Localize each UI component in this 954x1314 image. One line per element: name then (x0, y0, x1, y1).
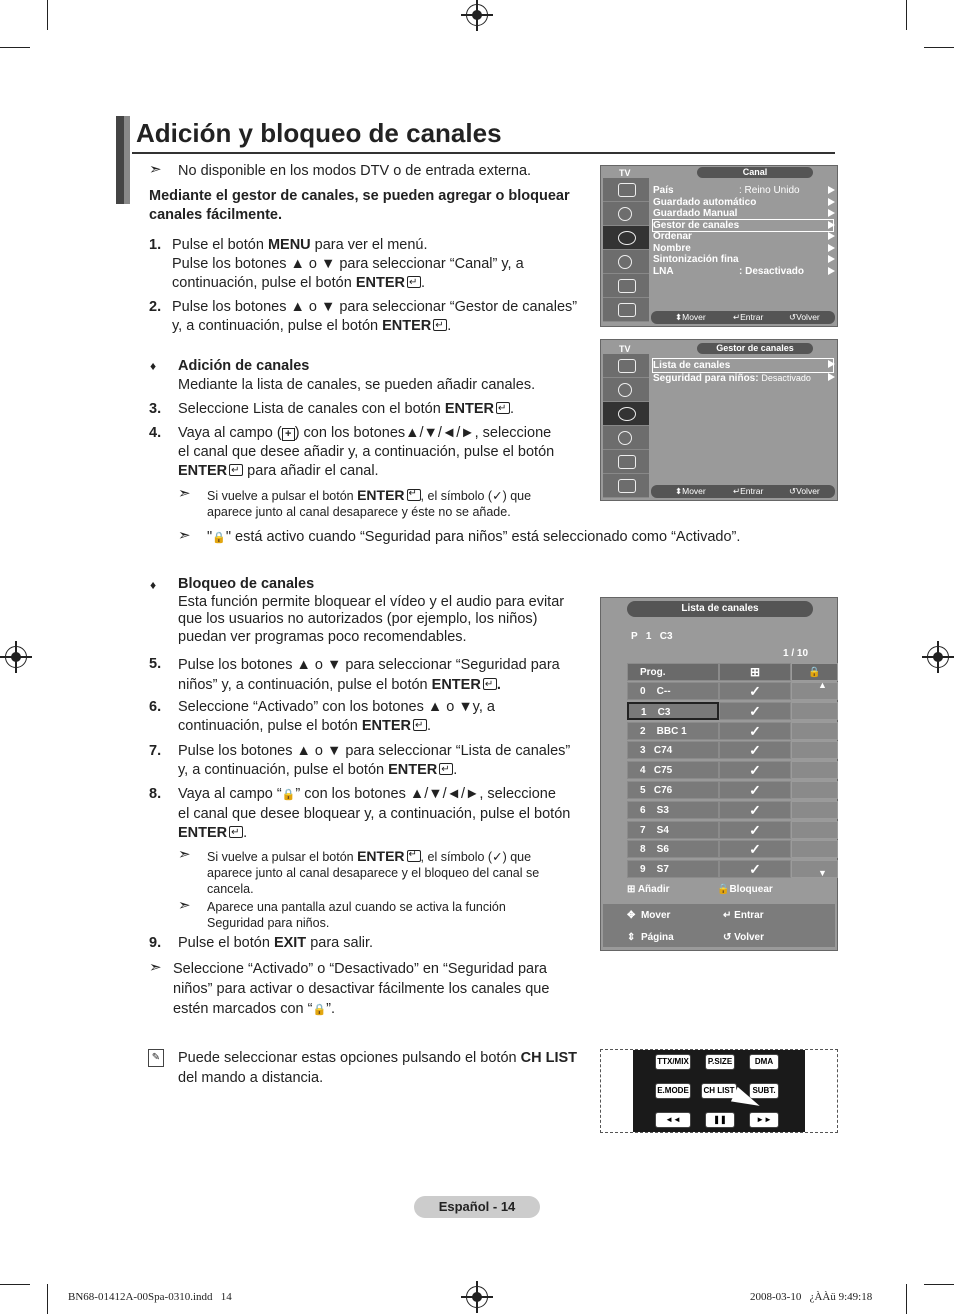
registration-mark-icon (5, 646, 27, 668)
menu-item-sintonizacion[interactable]: Sintonización fina (653, 254, 833, 266)
remote-illustration (600, 1049, 838, 1133)
registration-mark-icon (466, 4, 488, 26)
note-lock-active: "🔒" está activo cuando “Seguridad para niños” está seleccionado como “Activado”. (207, 529, 741, 545)
check-icon[interactable]: ✓ (719, 860, 791, 878)
tv-menu-gestor (600, 339, 838, 501)
menu-footer (651, 485, 835, 498)
menu-item-seguridad[interactable]: Seguridad para niños: Desactivado (653, 372, 833, 385)
channel-row[interactable] (627, 801, 813, 819)
lock-cell[interactable] (791, 741, 838, 759)
title-rule (132, 152, 835, 154)
channel-list-header: Lista de canales (627, 601, 813, 617)
input-icon[interactable] (603, 274, 649, 298)
note-toggle: Seleccione “Activado” o “Desactivado” en “Seguridad para niños” para activar o desactivar fácilmente los canales que estén marcados con “🔒”. (173, 961, 550, 1017)
crop-mark (47, 0, 48, 30)
page-indicator: 1 / 10 (783, 648, 809, 659)
tv-label: TV (619, 344, 631, 354)
rewind-button[interactable]: ◄◄ (655, 1112, 691, 1128)
step-1: Pulse el botón MENU para ver el menú. Pulse los botones ▲ o ▼ para seleccionar “Canal” y, a continuación, pulse el botón ENTER↵ . (172, 236, 592, 293)
check-icon[interactable]: ✓ (719, 682, 791, 700)
channel-row[interactable] (627, 761, 813, 779)
step-number: 3. (149, 401, 162, 417)
step-number: 8. (149, 786, 162, 802)
channel-row[interactable] (627, 860, 813, 878)
lock-cell[interactable] (791, 682, 838, 700)
channel-label: 4 C75 (640, 765, 673, 777)
crop-mark (0, 1284, 30, 1285)
channel-label: 0 C-- (640, 686, 671, 697)
lock-cell[interactable] (791, 722, 838, 740)
arrow-right-icon (828, 232, 835, 240)
page-number: Español - 14 (414, 1196, 540, 1218)
tv-menu-canal (600, 165, 838, 327)
lock-cell[interactable] (791, 821, 838, 839)
step-number: 4. (149, 425, 162, 441)
channel-label: 7 S4 (640, 824, 669, 836)
lock-icon: 🔒 (312, 1004, 327, 1016)
support-icon[interactable] (603, 298, 649, 322)
menu-item-lista[interactable]: Lista de canales (653, 359, 833, 372)
menu-header: Gestor de canales (697, 343, 813, 354)
print-info-right: 2008-03-10 ¿ÀÀü 9:49:18 (750, 1291, 873, 1303)
step-number: 9. (149, 935, 162, 951)
enter-icon (413, 719, 427, 731)
channel-row[interactable] (627, 702, 813, 720)
lock-cell[interactable] (791, 761, 838, 779)
note-arrow-icon: ➣ (178, 846, 191, 863)
crop-mark (906, 1284, 907, 1314)
note-dtv: No disponible en los modos DTV o de entrada externa. (178, 163, 532, 179)
lock-cell[interactable] (791, 702, 838, 720)
back-hint: ↺ Volver (789, 312, 820, 322)
menu-header: Canal (697, 167, 813, 178)
channel-row[interactable] (627, 821, 813, 839)
picture-icon[interactable] (603, 354, 649, 378)
menu-items (653, 359, 833, 385)
arrow-right-icon (828, 255, 835, 263)
note-lock-cancel: Si vuelve a pulsar el botón ENTER↵ , el símbolo (✓) que aparece junto al canal desaparece y el bloqueo del canal se cancela. (207, 848, 597, 897)
support-icon[interactable] (603, 474, 649, 498)
menu-sidebar (603, 178, 649, 322)
crop-mark (924, 1284, 954, 1285)
chlist-note: Puede seleccionar estas opciones pulsando el botón CH LIST del mando a distancia. (178, 1050, 577, 1086)
lock-cell[interactable] (791, 840, 838, 858)
scroll-down-icon[interactable]: ▼ (818, 868, 827, 878)
enter-icon (407, 850, 421, 862)
channel-list-footer (603, 904, 835, 947)
p-size-button[interactable]: P.SIZE (705, 1054, 735, 1070)
enter-hint: ↵ Entrar (723, 910, 764, 921)
channel-label: 9 S7 (640, 864, 669, 876)
enter-icon (407, 276, 421, 288)
menu-item-guardado-auto[interactable]: Guardado automático (653, 197, 833, 209)
step-9: Pulse el botón EXIT para salir. (178, 935, 374, 951)
channel-row[interactable] (627, 682, 813, 700)
menu-item-ordenar[interactable]: Ordenar (653, 231, 833, 243)
picture-icon[interactable] (603, 178, 649, 202)
check-icon: ✓ (492, 850, 503, 864)
menu-item-pais[interactable]: País : Reino Unido (653, 185, 833, 197)
note-add-cancel: Si vuelve a pulsar el botón ENTER↵ , el símbolo (✓) que aparece junto al canal desaparece y éste no se añade. (207, 487, 597, 520)
arrow-right-icon (828, 198, 835, 206)
move-hint: ⬍ Mover (675, 486, 706, 496)
step-6: Seleccione “Activado” con los botones ▲ o ▼y, a continuación, pulse el botón ENTER↵ . (178, 698, 598, 736)
print-info-left: BN68-01412A-00Spa-0310.indd 14 (68, 1291, 232, 1303)
note-arrow-icon: ➣ (149, 959, 162, 976)
pause-button[interactable]: ❚❚ (705, 1112, 735, 1128)
lock-cell[interactable] (791, 801, 838, 819)
subt-button[interactable]: SUBT. (749, 1083, 779, 1099)
menu-item-guardado-manual[interactable]: Guardado Manual (653, 208, 833, 220)
lock-cell[interactable] (791, 781, 838, 799)
check-icon[interactable]: ✓ (719, 801, 791, 819)
step-5: Pulse los botones ▲ o ▼ para seleccionar “Seguridad para niños” y, a continuación, pulse el botón ENTER↵ . (178, 655, 598, 695)
arrow-right-icon (828, 360, 835, 368)
bullet-icon: ♦ (150, 578, 157, 592)
lock-section: Bloqueo de canales Esta función permite bloquear el vídeo y el audio para evitar que los usuarios no autorizados (por ejemplo, los niños) puedan ver programas poco recomendables. (178, 576, 565, 645)
step-2: Pulse los botones ▲ o ▼ para seleccionar “Gestor de canales” y, a continuación, pulse el botón ENTER↵ . (172, 298, 592, 336)
crop-mark (906, 0, 907, 30)
crop-mark (0, 47, 30, 48)
add-icon: + (282, 428, 295, 441)
add-icon: ⊞ (627, 884, 636, 895)
setup-icon[interactable] (603, 250, 649, 274)
channel-label: 6 S3 (640, 804, 669, 816)
channel-row[interactable] (627, 741, 813, 759)
arrow-right-icon (828, 373, 835, 381)
note-arrow-icon: ➣ (178, 485, 191, 502)
note-arrow-icon: ➣ (149, 161, 162, 178)
step-8: Vaya al campo “🔒” con los botones ▲/▼/◄/►, seleccione el canal que desee bloquear y, a continuación, pulse el botón ENTER↵ . (178, 785, 598, 843)
current-channel: P 1 C3 (631, 631, 673, 642)
menu-footer (651, 311, 835, 324)
lock-icon: 🔒 (717, 884, 730, 895)
channel-icon[interactable] (603, 226, 649, 250)
note-arrow-icon: ➣ (178, 527, 191, 544)
step-3: Seleccione Lista de canales con el botón ENTER↵ . (178, 400, 514, 419)
arrow-right-icon (828, 186, 835, 194)
step-number: 2. (149, 299, 162, 315)
page-hint: ⇕ Página (627, 932, 674, 943)
menu-item-gestor[interactable]: Gestor de canales (653, 220, 833, 232)
bullet-icon: ♦ (150, 359, 157, 373)
scroll-up-icon[interactable]: ▲ (818, 680, 827, 690)
menu-items (653, 185, 833, 277)
enter-icon (229, 826, 243, 838)
channel-row[interactable] (627, 722, 813, 740)
fast-forward-button[interactable]: ►► (749, 1112, 779, 1128)
channel-label: 5 C76 (640, 785, 673, 796)
step-4: Vaya al campo ( + ) con los botones▲/▼/◄/►, seleccione el canal que desee añadir y, a continuación, pulse el botón ENTER↵ para añadir el canal. (178, 424, 588, 481)
check-icon[interactable]: ✓ (719, 821, 791, 839)
channel-label: 1 C3 (641, 706, 671, 718)
back-hint: ↺ Volver (723, 932, 765, 943)
enter-hint: ↵ Entrar (733, 486, 764, 496)
check-icon[interactable]: ✓ (719, 702, 791, 720)
channel-icon[interactable] (603, 402, 649, 426)
add-legend: ⊞ Añadir (627, 884, 670, 895)
setup-icon[interactable] (603, 426, 649, 450)
channel-label: 8 S6 (640, 844, 669, 856)
check-icon: ✓ (492, 489, 503, 503)
lock-cell[interactable] (791, 860, 838, 878)
check-icon[interactable]: ✓ (719, 761, 791, 779)
lock-legend: 🔒Bloquear (717, 884, 773, 895)
menu-item-lna[interactable]: LNA : Desactivado (653, 266, 833, 278)
lock-icon: 🔒 (212, 532, 226, 544)
title-accent-bar (124, 116, 130, 204)
channel-label: 3 C74 (640, 745, 673, 757)
enter-icon (433, 319, 447, 331)
sound-icon[interactable] (603, 202, 649, 226)
step-number: 1. (149, 237, 162, 253)
enter-icon (496, 402, 510, 414)
crop-mark (924, 47, 954, 48)
lock-icon: 🔒 (281, 789, 296, 801)
dma-button[interactable]: DMA (749, 1054, 779, 1070)
add-icon: ⊞ (719, 663, 791, 681)
ch-list-button[interactable]: CH LIST (701, 1083, 737, 1099)
enter-icon (407, 489, 421, 501)
crop-mark (47, 1284, 48, 1314)
input-icon[interactable] (603, 450, 649, 474)
tv-label: TV (619, 168, 631, 178)
channel-row[interactable] (627, 840, 813, 858)
enter-icon (229, 464, 243, 476)
e-mode-button[interactable]: E.MODE (655, 1083, 691, 1099)
arrow-right-icon (828, 209, 835, 217)
step-number: 7. (149, 743, 162, 759)
add-section: Adición de canales Mediante la lista de canales, se pueden añadir canales. (178, 358, 536, 393)
registration-mark-icon (466, 1286, 488, 1308)
check-icon[interactable]: ✓ (719, 722, 791, 740)
arrow-right-icon (828, 267, 835, 275)
menu-sidebar (603, 354, 649, 498)
remote-note-icon: ✎ (148, 1049, 164, 1067)
arrow-right-icon (828, 244, 835, 252)
note-arrow-icon: ➣ (178, 897, 191, 914)
intro-text: Mediante el gestor de canales, se pueden agregar o bloquear canales fácilmente. (149, 188, 570, 223)
page-title: Adición y bloqueo de canales (136, 118, 502, 148)
sound-icon[interactable] (603, 378, 649, 402)
channel-list-screen (600, 597, 838, 951)
list-header-row: Prog. ⊞ 🔒 (627, 663, 813, 681)
channel-row[interactable] (627, 781, 813, 799)
check-icon[interactable]: ✓ (719, 741, 791, 759)
move-hint: ⬍ Mover (675, 312, 706, 322)
ttx-mix-button[interactable]: TTX/MIX (655, 1054, 691, 1070)
enter-icon (483, 678, 497, 690)
check-icon[interactable]: ✓ (719, 840, 791, 858)
move-hint: ✥ Mover (627, 910, 671, 921)
check-icon[interactable]: ✓ (719, 781, 791, 799)
step-7: Pulse los botones ▲ o ▼ para seleccionar “Lista de canales” y, a continuación, pulse el botón ENTER↵ . (178, 742, 598, 780)
remote-body (633, 1050, 805, 1132)
step-number: 6. (149, 699, 162, 715)
lock-icon: 🔒 (791, 663, 838, 681)
enter-icon (439, 763, 453, 775)
menu-item-nombre[interactable]: Nombre (653, 243, 833, 255)
note-blue-screen: Aparece una pantalla azul cuando se activa la función Seguridad para niños. (207, 900, 506, 930)
registration-mark-icon (927, 646, 949, 668)
back-hint: ↺ Volver (789, 486, 820, 496)
enter-hint: ↵ Entrar (733, 312, 764, 322)
step-number: 5. (149, 656, 162, 672)
arrow-right-icon (828, 221, 835, 229)
channel-label: 2 BBC 1 (640, 725, 687, 737)
